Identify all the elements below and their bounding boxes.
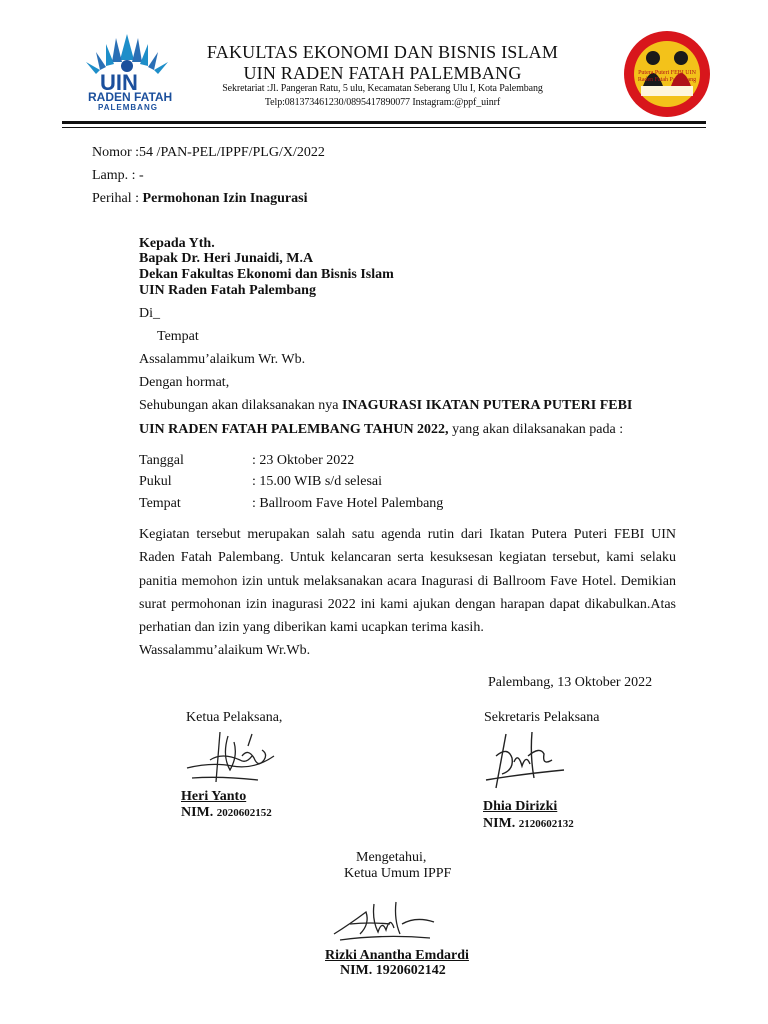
intro-line1 [139, 398, 632, 414]
uin-logo [76, 30, 178, 114]
university-name: UIN RADEN FATAH PALEMBANG [243, 63, 522, 83]
intro-c: UIN RADEN FATAH PALEMBANG TAHUN 2022, [139, 422, 449, 437]
logo-text-ippf: Putera Puteri FEBI UIN Raden Fatah Palembang [637, 70, 697, 83]
left-sign-nim [181, 805, 272, 821]
opening: Dengan hormat, [139, 375, 230, 390]
right-nim-value: 2120602132 [518, 818, 574, 830]
logo-text-uin: UIN [100, 70, 138, 95]
letter-number [92, 145, 325, 161]
paragraph-line1: Kegiatan tersebut merupakan salah satu agenda rutin dari Ikatan Putera Puteri FEBI UIN [139, 527, 676, 542]
nomor-value: :54 /PAN-PEL/IPPF/PLG/X/2022 [135, 145, 325, 160]
perihal-value: Permohonan Izin Inagurasi [142, 191, 308, 206]
intro-d: yang akan dilaksanakan pada : [448, 422, 624, 437]
recipient-line1: Kepada Yth. [139, 236, 215, 251]
subject [92, 191, 307, 207]
faculty-name: FAKULTAS EKONOMI DAN BISNIS ISLAM [206, 42, 559, 62]
perihal-label: Perihal : [92, 191, 143, 206]
detail-value-tanggal: : 23 Oktober 2022 [252, 453, 355, 468]
ippf-logo [623, 30, 711, 118]
attachment: Lamp. : - [92, 168, 144, 183]
left-nim-value: 2020602152 [216, 807, 272, 819]
recipient-line4: UIN Raden Fatah Palembang [139, 283, 316, 298]
right-sign-title: Sekretaris Pelaksana [484, 710, 600, 725]
center-sign-name: Rizki Anantha Emdardi [325, 948, 469, 963]
left-sign-name: Heri Yanto [181, 789, 247, 804]
intro-line2 [139, 422, 623, 438]
intro-b: INAGURASI IKATAN PUTERA PUTERI FEBI [341, 398, 633, 413]
paragraph-line2: Raden Fatah Palembang. Untuk kelancaran serta kesuksesan kegiatan tersebut, kami selaku [139, 550, 676, 565]
closing: Wassalammu’alaikum Wr.Wb. [139, 643, 311, 658]
right-sign-nim [483, 816, 574, 832]
recipient-di: Di_ [139, 306, 160, 321]
contact-info: Telp:081373461230/0895417890077 Instagram:@ppf_uinrf [264, 97, 501, 108]
recipient-tempat: Tempat [157, 329, 199, 344]
center-sign-nim: NIM. 1920602142 [340, 963, 446, 978]
left-signature [182, 726, 282, 790]
detail-label-pukul: Pukul [139, 474, 172, 489]
acknowledged-label: Mengetahui, [356, 850, 427, 865]
left-nim-label: NIM. [181, 805, 217, 820]
paragraph-line4: surat permohonan izin inagurasi 2022 ini kami ajukan dengan harapan dapat dikabulkan.Atas [139, 597, 676, 612]
recipient-line2: Bapak Dr. Heri Junaidi, M.A [139, 251, 314, 266]
center-sign-title: Ketua Umum IPPF [344, 866, 452, 881]
secretariat-address: Sekretariat :Jl. Pangeran Ratu, 5 ulu, Kecamatan Seberang Ulu I, Kota Palembang [222, 83, 543, 94]
place-date: Palembang, 13 Oktober 2022 [488, 675, 653, 690]
greeting: Assalammu’alaikum Wr. Wb. [139, 352, 306, 367]
logo-text-palembang: PALEMBANG [98, 103, 158, 112]
nomor-label: Nomor [92, 145, 132, 160]
left-sign-title: Ketua Pelaksana, [186, 710, 283, 725]
right-sign-name: Dhia Dirizki [483, 799, 558, 814]
detail-value-pukul: : 15.00 WIB s/d selesai [252, 474, 383, 489]
paragraph-line3: panitia memohon izin untuk melaksanakan acara Inagurasi di Ballroom Fave Hotel. Demikian [139, 574, 676, 589]
intro-a: Sehubungan akan dilaksanakan nya [139, 398, 342, 413]
recipient-line3: Dekan Fakultas Ekonomi dan Bisnis Islam [139, 267, 394, 282]
center-signature [330, 894, 440, 946]
detail-value-tempat: : Ballroom Fave Hotel Palembang [252, 496, 444, 511]
detail-label-tanggal: Tanggal [139, 453, 184, 468]
paragraph-line5: perhatian dan izin yang diberikan kami ucapkan terima kasih. [139, 620, 484, 635]
right-signature [482, 726, 572, 796]
detail-label-tempat: Tempat [139, 496, 181, 511]
header-rule-thick [62, 121, 706, 124]
right-nim-label: NIM. [483, 816, 519, 831]
header-rule-thin [62, 127, 706, 128]
logo-text-raden-fatah: RADEN FATAH [88, 90, 173, 104]
